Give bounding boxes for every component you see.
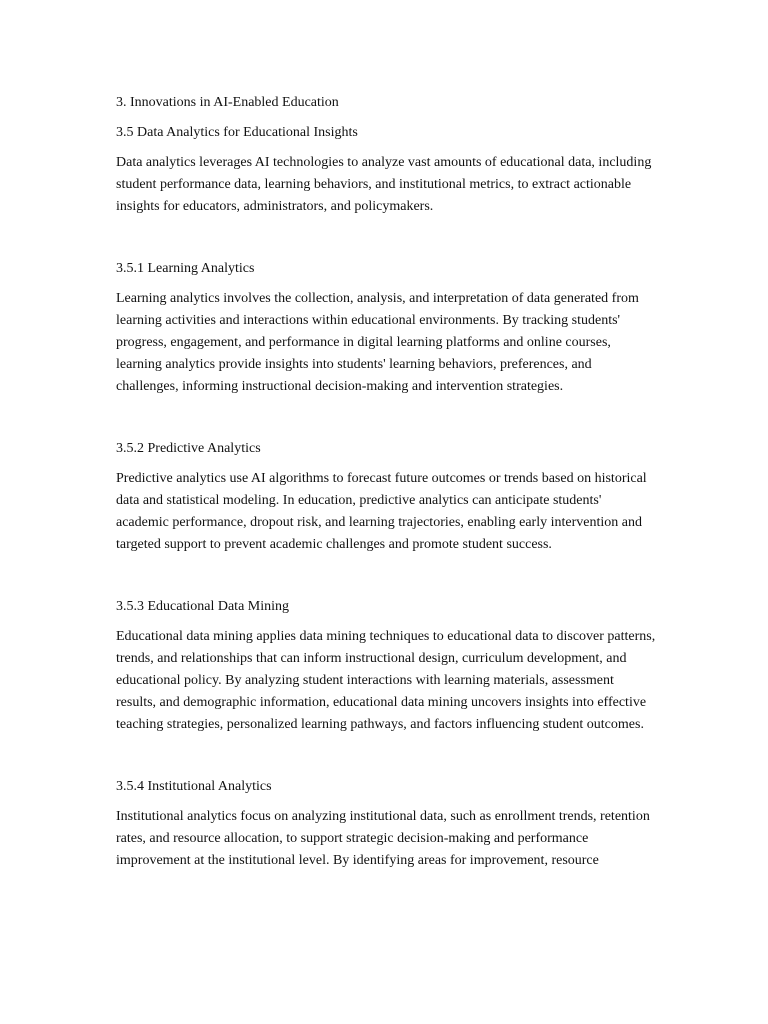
section-title: 3.5 Data Analytics for Educational Insights	[116, 125, 358, 140]
document-content	[116, 92, 656, 872]
section-intro-paragraph: Data analytics leverages AI technologies to analyze vast amounts of educational data, including student performance data, learning behaviors, and institutional metrics, to extract actionable insights for educators, administrators, and policymakers.	[116, 155, 652, 214]
subsection-title: 3.5.4 Institutional Analytics	[116, 779, 272, 794]
subsection-paragraph: Institutional analytics focus on analyzing institutional data, such as enrollment trends, retention rates, and resource allocation, to support strategic decision-making and performance improvement at the institutional level. By identifying areas for improvement, resource	[116, 809, 650, 868]
subsection-learning-analytics	[116, 258, 656, 398]
subsection-educational-data-mining	[116, 596, 656, 736]
subsection-institutional-analytics	[116, 776, 656, 872]
subsection-title: 3.5.2 Predictive Analytics	[116, 441, 261, 456]
subsection-title: 3.5.1 Learning Analytics	[116, 261, 255, 276]
subsection-title: 3.5.3 Educational Data Mining	[116, 599, 290, 614]
subsection-paragraph: Predictive analytics use AI algorithms to forecast future outcomes or trends based on historical data and statistical modeling. In education, predictive analytics can anticipate students' academic performance, dropout risk, and learning trajectories, enabling early intervention and targeted support to prevent academic challenges and promote student success.	[116, 471, 647, 552]
subsection-paragraph: Learning analytics involves the collection, analysis, and interpretation of data generated from learning activities and interactions within educational environments. By tracking students' progress, engagement, and performance in digital learning platforms and online courses, learning analytics provide insights into students' learning behaviors, preferences, and challenges, informing instructional decision-making and intervention strategies.	[116, 291, 639, 394]
chapter-title: 3. Innovations in AI-Enabled Education	[116, 95, 339, 110]
subsection-paragraph: Educational data mining applies data mining techniques to educational data to discover patterns, trends, and relationships that can inform instructional design, curriculum development, and educational policy. By analyzing student interactions with learning materials, assessment results, and demographic information, educational data mining uncovers insights into effective teaching strategies, personalized learning pathways, and factors influencing student outcomes.	[116, 629, 656, 732]
subsection-predictive-analytics	[116, 438, 656, 556]
